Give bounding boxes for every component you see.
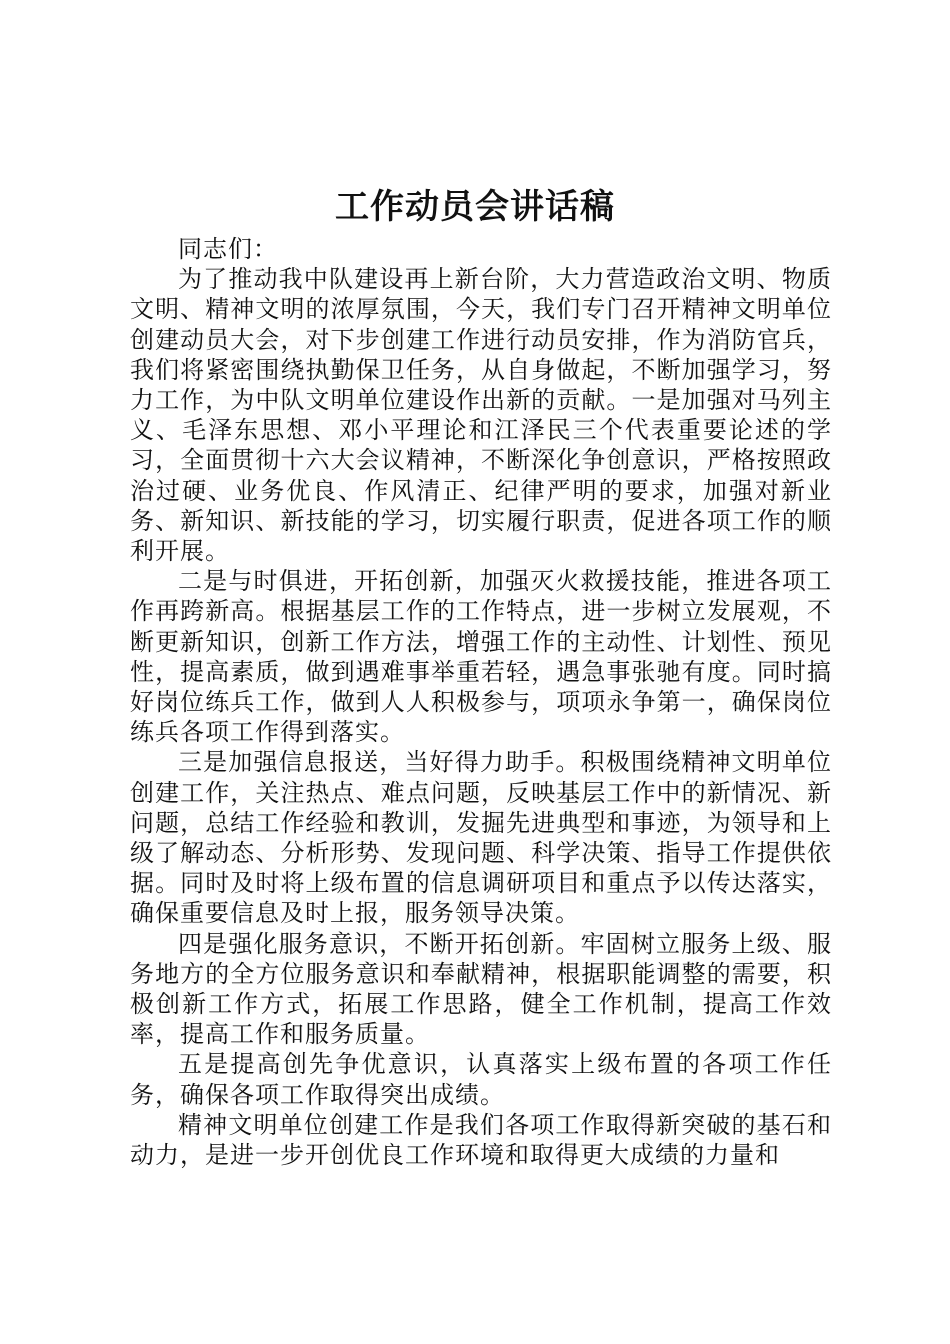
document-title: 工作动员会讲话稿	[335, 187, 615, 227]
document-body	[130, 234, 832, 1170]
salutation: 同志们：	[178, 235, 278, 263]
paragraph-1: 为了推动我中队建设再上新台阶，大力营造政治文明、物质文明、精神文明的浓厚氛围，今天，我们专门召开精神文明单位创建动员大会，对下步创建工作进行动员安排，作为消防官兵，我们将紧密围绕执勤保卫任务，从自身做起，不断加强学习，努力工作，为中队文明单位建设作出新的贡献。一是加强对马列主义、毛泽东思想、邓小平理论和江泽民三个代表重要论述的学习，全面贯彻十六大会议精神，不断深化争创意识，严格按照政治过硬、业务优良、作风清正、纪律严明的要求，加强对新业务、新知识、新技能的学习，切实履行职责，促进各项工作的顺利开展。	[130, 265, 832, 566]
paragraph-6: 精神文明单位创建工作是我们各项工作取得新突破的基石和动力，是进一步开创优良工作环境和取得更大成绩的力量和	[130, 1110, 832, 1170]
paragraph-2: 二是与时俱进，开拓创新，加强灭火救援技能，推进各项工作再跨新高。根据基层工作的工作特点，进一步树立发展观，不断更新知识，创新工作方法，增强工作的主动性、计划性、预见性，提高素质，做到遇难事举重若轻，遇急事张驰有度。同时搞好岗位练兵工作，做到人人积极参与，项项永争第一，确保岗位练兵各项工作得到落实。	[130, 567, 832, 747]
paragraph-3: 三是加强信息报送，当好得力助手。积极围绕精神文明单位创建工作，关注热点、难点问题，反映基层工作中的新情况、新问题，总结工作经验和教训，发掘先进典型和事迹，为领导和上级了解动态、分析形势、发现问题、科学决策、指导工作提供依据。同时及时将上级布置的信息调研项目和重点予以传达落实，确保重要信息及时上报，服务领导决策。	[130, 748, 832, 928]
paragraph-5: 五是提高创先争优意识，认真落实上级布置的各项工作任务，确保各项工作取得突出成绩。	[130, 1050, 832, 1109]
paragraph-4: 四是强化服务意识，不断开拓创新。牢固树立服务上级、服务地方的全方位服务意识和奉献精神，根据职能调整的需要，积极创新工作方式，拓展工作思路，健全工作机制，提高工作效率，提高工作和服务质量。	[130, 929, 832, 1049]
